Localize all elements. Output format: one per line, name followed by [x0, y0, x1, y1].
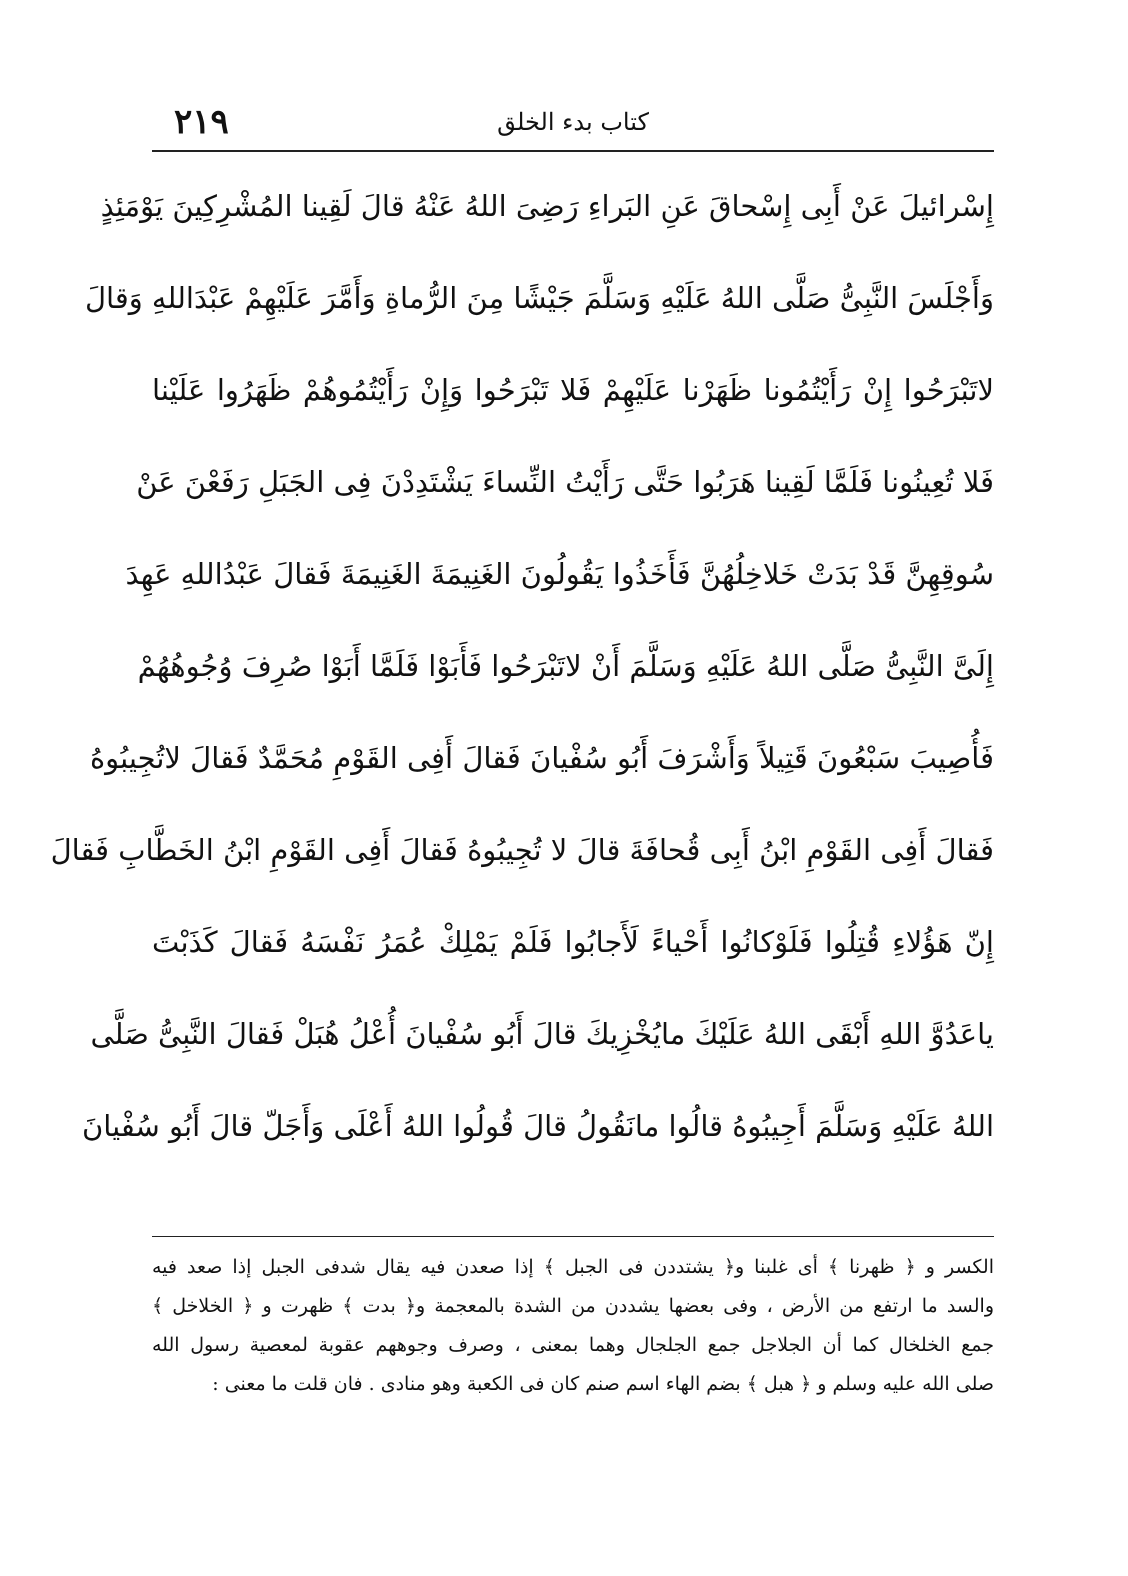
page-header [152, 96, 994, 146]
text-line: لاتَبْرَحُوا إِنْ رَأَيْتُمُونا ظَهَرْنا عَلَيْهِمْ فَلا تَبْرَحُوا وَإِنْ رَأَيْتُمُوهُمْ ظَهَرُوا عَلَيْنا [152, 373, 994, 407]
footnote-line: صلى الله عليه وسلم و ﴿ هبل ﴾ بضم الهاء اسم صنم كان فى الكعبة وهو منادى . فان قلت ما معنى : [212, 1373, 994, 1395]
text-line: فَأُصِيبَ سَبْعُونَ قَتِيلاً وَأَشْرَفَ أَبُو سُفْيانَ فَقالَ أَفِى القَوْمِ مُحَمَّدٌ فَقالَ لاتُجِيبُوهُ [89, 741, 994, 775]
running-title: كتاب بدء الخلق [497, 108, 649, 136]
main-text [50, 160, 994, 1172]
header-rule [152, 150, 994, 152]
text-line: فَقالَ أَفِى القَوْمِ ابْنُ أَبِى قُحافَةَ قالَ لا تُجِيبُوهُ فَقالَ أَفِى القَوْمِ ابْنُ الخَطَّابِ فَقالَ [50, 833, 994, 867]
text-line: ياعَدُوَّ اللهِ أَبْقَى اللهُ عَلَيْكَ مايُخْزِيكَ قالَ أَبُو سُفْيانَ أُعْلُ هُبَلْ فَقالَ النَّبِىُّ صَلَّى [90, 1017, 994, 1051]
text-line: إِنّ هَؤُلاءِ قُتِلُوا فَلَوْكانُوا أَحْياءً لَأَجابُوا فَلَمْ يَمْلِكْ عُمَرُ نَفْسَهُ فَقالَ كَذَبْتَ [152, 925, 994, 959]
text-line: إِلَىَّ النَّبِىُّ صَلَّى اللهُ عَلَيْهِ وَسَلَّمَ أَنْ لاتَبْرَحُوا فَأَبَوْا فَلَمَّا أَبَوْا صُرِفَ وُجُوهُهُمْ [137, 649, 994, 683]
text-line: إِسْرائيلَ عَنْ أَبِى إِسْحاقَ عَنِ البَراءِ رَضِىَ اللهُ عَنْهُ قالَ لَقِينا المُشْرِكِينَ يَوْمَئِذٍ [100, 189, 994, 223]
footnote-rule [152, 1236, 994, 1237]
footnote-line: والسد ما ارتفع من الأرض ، وفى بعضها يشددن من الشدة بالمعجمة و﴿ بدت ﴾ ظهرت و ﴿ الخلاخل ﴾ [152, 1295, 994, 1317]
footnote-line: جمع الخلخال كما أن الجلاجل جمع الجلجال وهما بمعنى ، وصرف وجوههم عقوبة لمعصية رسول الله [152, 1334, 994, 1356]
text-line: سُوقِهِنَّ قَدْ بَدَتْ خَلاخِلُهُنَّ فَأَخَذُوا يَقُولُونَ الغَنِيمَةَ الغَنِيمَةَ فَقالَ عَبْدُاللهِ عَهِدَ [125, 557, 994, 591]
footnotes [152, 1248, 994, 1404]
text-line: فَلا تُعِينُونا فَلَمَّا لَقِينا هَرَبُوا حَتَّى رَأَيْتُ النِّساءَ يَشْتَدِدْنَ فِى الجَبَلِ رَفَعْنَ عَنْ [136, 465, 994, 499]
page-number: ٢١٩ [174, 102, 229, 142]
text-line: وَأَجْلَسَ النَّبِىُّ صَلَّى اللهُ عَلَيْهِ وَسَلَّمَ جَيْشًا مِنَ الرُّماةِ وَأَمَّرَ عَلَيْهِمْ عَبْدَاللهِ وَقالَ [84, 281, 994, 315]
text-line: اللهُ عَلَيْهِ وَسَلَّمَ أَجِيبُوهُ قالُوا مانَقُولُ قالَ قُولُوا اللهُ أَعْلَى وَأَجَلّ قالَ أَبُو سُفْيانَ [81, 1109, 994, 1143]
footnote-line: الكسر و ﴿ ظهرنا ﴾ أى غلبنا و﴿ يشتددن فى الجبل ﴾ إذا صعدن فيه يقال شدفى الجبل إذا صعد فيه [152, 1256, 994, 1278]
